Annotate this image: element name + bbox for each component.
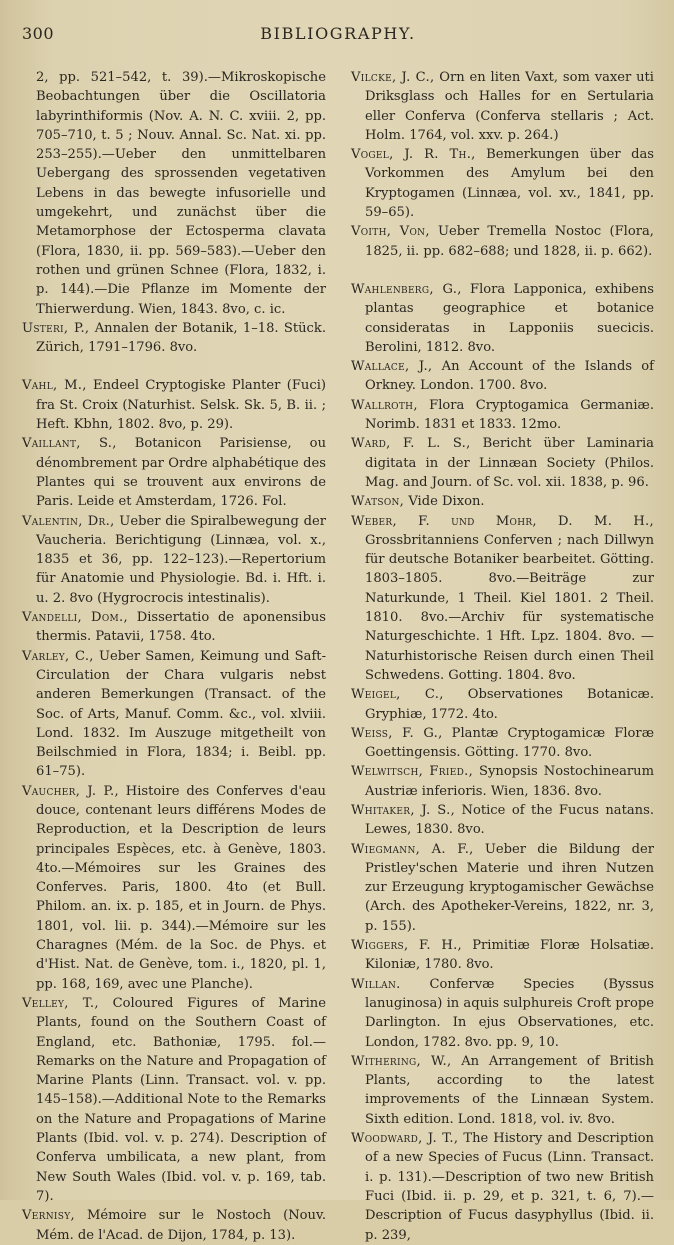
bibliography-entry xyxy=(22,376,326,434)
entry-text: Annalen der Botanik, 1–18. Stück. Zürich, 1791–1796. 8vo. xyxy=(36,320,326,356)
bibliography-entry xyxy=(22,782,326,994)
page-header xyxy=(22,24,654,68)
bibliography-entry xyxy=(22,434,326,511)
entry-text: Bemerkungen über das Vorkommen des Amylum bei den Kryptogamen (Linnæa, vol. xv., 1841, pp. 59–65). xyxy=(365,147,654,221)
entry-author: Usteri, P., xyxy=(22,320,90,336)
bibliography-entry xyxy=(22,68,326,319)
entry-author: Wallace, J., xyxy=(351,359,433,375)
entry-author: Vilcke, J. C., xyxy=(351,70,435,85)
bibliography-entry xyxy=(351,975,654,1052)
entry-text: Botanicon Parisiense, ou dénombrement par Ordre alphabétique des Plantes qui se trouvent aux environs de Paris. Leide et Amsterdam, 1726. Fol. xyxy=(36,436,326,510)
entry-author: Watson, xyxy=(351,494,405,510)
bibliography-entry xyxy=(351,685,654,724)
bibliography-entry xyxy=(351,145,654,222)
entry-author: Willan. xyxy=(351,976,401,992)
entry-text: Confervæ Species (Byssus lanuginosa) in aquis sulphureis Croft prope Darlington. In ejus Observationes, etc. London, 1782. 8vo. pp. 9, 10. xyxy=(365,976,654,1050)
entry-author: Voith, Von, xyxy=(351,224,430,240)
entry-author: Vaillant, S., xyxy=(22,436,117,452)
bibliography-entry xyxy=(351,396,654,435)
entry-author: Withering, W., xyxy=(351,1053,452,1069)
entry-text: Coloured Figures of Marine Plants, found on the Southern Coast of England, etc. Bathoniæ, 1795. fol.—Remarks on the Nature and Propagation of Marine Plants (Linn. Transact. vol. v. pp. 145–158).—Additional Note to the Remarks on the Nature and Propagations of Marine Plants (Ibid. vol. v. p. 274). Description of Conferva umbilicata, a new plant, from New South Wales (Ibid. vol. v. p. 169, tab. 7). xyxy=(36,995,326,1204)
entry-author: Vahl, M., xyxy=(22,378,87,394)
bibliography-entry xyxy=(351,762,654,801)
bibliography-entry xyxy=(351,936,654,975)
entry-author: Welwitsch, Fried., xyxy=(351,764,474,780)
entry-author: Wiggers, F. H., xyxy=(351,938,462,954)
bibliography-entry xyxy=(351,1129,654,1245)
entry-author: Vandelli, Dom., xyxy=(22,610,128,626)
bibliography-entry xyxy=(351,840,654,936)
entry-author: Velley, T., xyxy=(22,995,99,1011)
entry-text: Flora Lapponica, exhibens plantas geographice et botanice consideratas in Lapponiis suecicis. Berolini, 1812. 8vo. xyxy=(365,281,654,355)
entry-author: Ward, F. L. S., xyxy=(351,436,471,452)
bibliography-entry xyxy=(351,434,654,492)
bibliography-entry xyxy=(22,319,326,358)
bibliography-entry xyxy=(22,608,326,647)
bibliography-entry xyxy=(351,1052,654,1129)
bibliography-entry xyxy=(351,492,654,511)
running-head: BIBLIOGRAPHY. xyxy=(260,24,416,43)
entry-text: Vide Dixon. xyxy=(404,494,485,510)
page-number: 300 xyxy=(22,24,55,43)
entry-author: Valentin, Dr., xyxy=(22,513,115,529)
entry-author: Weiss, F. G., xyxy=(351,725,443,741)
entry-author: Vaucher, J. P., xyxy=(22,783,119,799)
entry-text: Orn en liten Vaxt, som vaxer uti Driksglass och Halles for en Sertularia eller Conferva (Conferva stellaris ; Act. Holm. 1764, vol. xxv. p. 264.) xyxy=(365,70,654,143)
entry-text: Observationes Botanicæ. Gryphiæ, 1772. 4to. xyxy=(365,687,654,722)
entry-author: Weigel, C., xyxy=(351,687,444,703)
entry-text: Ueber die Spiralbewegung der Vaucheria. Berichtigung (Linnæa, vol. x., 1835 et 36, pp. 122–123).—Repertorium für Anatomie und Physiologie. Bd. i. Hft. i. u. 2. 8vo (Hygrocrocis intestinalis). xyxy=(36,513,326,606)
entry-text: Ueber Samen, Keimung und Saft-Circulation der Chara vulgaris nebst anderen Bemerkungen (Transact. of the Soc. of Arts, Manuf. Comm. &c., vol. xlviii. Lond. 1832. Im Auszuge mitgetheilt von Beilschmied in Flora, 1834; i. Beibl. pp. 61–75). xyxy=(36,648,326,780)
entry-author: Wiegmann, A. F., xyxy=(351,841,474,857)
entry-text: Dissertatio de aponensibus thermis. Patavii, 1758. 4to. xyxy=(36,610,326,645)
bibliography-entry xyxy=(22,1206,326,1245)
bibliography-entry xyxy=(351,68,654,145)
entry-text: Ueber Tremella Nostoc (Flora, 1825, ii. pp. 682–688; und 1828, ii. p. 662). xyxy=(365,224,654,259)
entry-text: An Arrangement of British Plants, according to the latest improvements of the Linnæan System. Sixth edition. Lond. 1818, vol. iv. 8vo. xyxy=(365,1053,654,1127)
entry-text: Synopsis Nostochinearum Austriæ inferioris. Wien, 1836. 8vo. xyxy=(365,764,654,799)
entry-author: Weber, F. und Mohr, D. M. H., xyxy=(351,513,654,529)
bibliography-entry xyxy=(351,357,654,396)
bibliography-entry xyxy=(351,724,654,763)
entry-text: Grossbritanniens Conferven ; nach Dillwyn für deutsche Botaniker bearbeitet. Götting. 1803–1805. 8vo.—Beiträge zur Naturkunde, 1 Theil. Kiel 1801. 2 Theil. 1810. 8vo.—Archiv für systematische Naturgeschichte. 1 Hft. Lpz. 1804. 8vo. — Naturhistorische Reisen durch einen Theil Schwedens. Gotting. 1804. 8vo. xyxy=(365,532,654,683)
entry-author: Wahlenberg, G., xyxy=(351,281,462,297)
bibliography-entry xyxy=(22,994,326,1206)
entry-author: Wallroth, xyxy=(351,397,418,413)
entry-text: Notice of the Fucus natans. Lewes, 1830. 8vo. xyxy=(365,802,655,838)
bibliography-entry xyxy=(351,280,654,357)
entry-text: The History and Description of a new Species of Fucus (Linn. Transact. i. p. 131).—Description of two new British Fuci (Ibid. ii. p. 29, et p. 321, t. 6, 7).—Description of Fucus dasyphyllus (Ibid. ii. p. 239, xyxy=(365,1131,654,1243)
left-column xyxy=(22,68,326,1245)
entry-author: Vernisy, xyxy=(22,1208,75,1224)
entry-text: Mémoire sur le Nostoch (Nouv. Mém. de l'Acad. de Dijon, 1784, p. 13). xyxy=(36,1208,326,1243)
bibliography-entry xyxy=(351,222,654,261)
bibliography-entry xyxy=(351,512,654,686)
bibliography-entry xyxy=(351,801,654,840)
right-column xyxy=(351,68,654,1245)
entry-text: 2, pp. 521–542, t. 39).—Mikroskopische Beobachtungen über die Oscillatoria labyrinthiformis (Nov. A. N. C. xviii. 2, pp. 705–710, t. 5 ; Nouv. Annal. Sc. Nat. xi. pp. 253–255).—Ueber den unmittelbaren Uebergang des sprossenden vegetativen Lebens in das bewegte infusorielle und umgekehrt, und zunächst über die Metamorphose der Ectosperma clavata (Flora, 1830, ii. pp. 569–583).—Ueber den rothen und grünen Schnee (Flora, 1832, i. p. 144).—Die Pflanze im Momente der Thierwerdung. Wien, 1843. 8vo, c. ic. xyxy=(36,70,326,317)
entry-text: Bericht über Laminaria digitata in der Linnæan Society (Philos. Mag. and Journ. of Sc. vol. xii. 1838, p. 96. xyxy=(365,436,654,490)
bibliography-entry xyxy=(22,647,326,782)
entry-text: Ueber die Bildung der Pristley'schen Materie und ihren Nutzen zur Erzeugung kryptogamischer Gewächse (Arch. des Apotheker-Vereins, 1822, nr. 3, p. 155). xyxy=(365,841,654,934)
entry-author: Woodward, J. T., xyxy=(351,1131,459,1147)
bibliography-entry xyxy=(22,512,326,608)
entry-text: An Account of the Islands of Orkney. London. 1700. 8vo. xyxy=(365,359,654,394)
entry-text: Primitiæ Floræ Holsatiæ. Kiloniæ, 1780. 8vo. xyxy=(365,938,654,973)
entry-text: Flora Cryptogamica Germaniæ. Norimb. 1831 et 1833. 12mo. xyxy=(365,397,654,433)
entry-text: Histoire des Conferves d'eau douce, contenant leurs différens Modes de Reproduction, et la Description de leurs principales Espèces, etc. à Genève, 1803. 4to.—Mémoires sur les Graines des Conferves. Paris, 1800. 4to (et Bull. Philom. an. ix. p. 185, et in Journ. de Phys. 1801, vol. lii. p. 344).—Mémoire sur les Charagnes (Mém. de la Soc. de Phys. et d'Hist. Nat. de Genève, tom. i., 1820, pl. 1, pp. 168, 169, avec une Planche). xyxy=(36,783,326,992)
entry-text: Endeel Cryptogiske Planter (Fuci) fra St. Croix (Naturhist. Selsk. Sk. 5, B. ii. ; Heft. Kbhn, 1802. 8vo, p. 29). xyxy=(36,378,326,433)
entry-author: Whitaker, J. S., xyxy=(351,802,456,818)
two-column-body xyxy=(22,68,654,1245)
entry-author: Vogel, J. R. Th., xyxy=(351,147,476,163)
entry-text: Plantæ Cryptogamicæ Floræ Goettingensis. Götting. 1770. 8vo. xyxy=(365,725,654,761)
entry-author: Varley, C., xyxy=(22,648,94,664)
